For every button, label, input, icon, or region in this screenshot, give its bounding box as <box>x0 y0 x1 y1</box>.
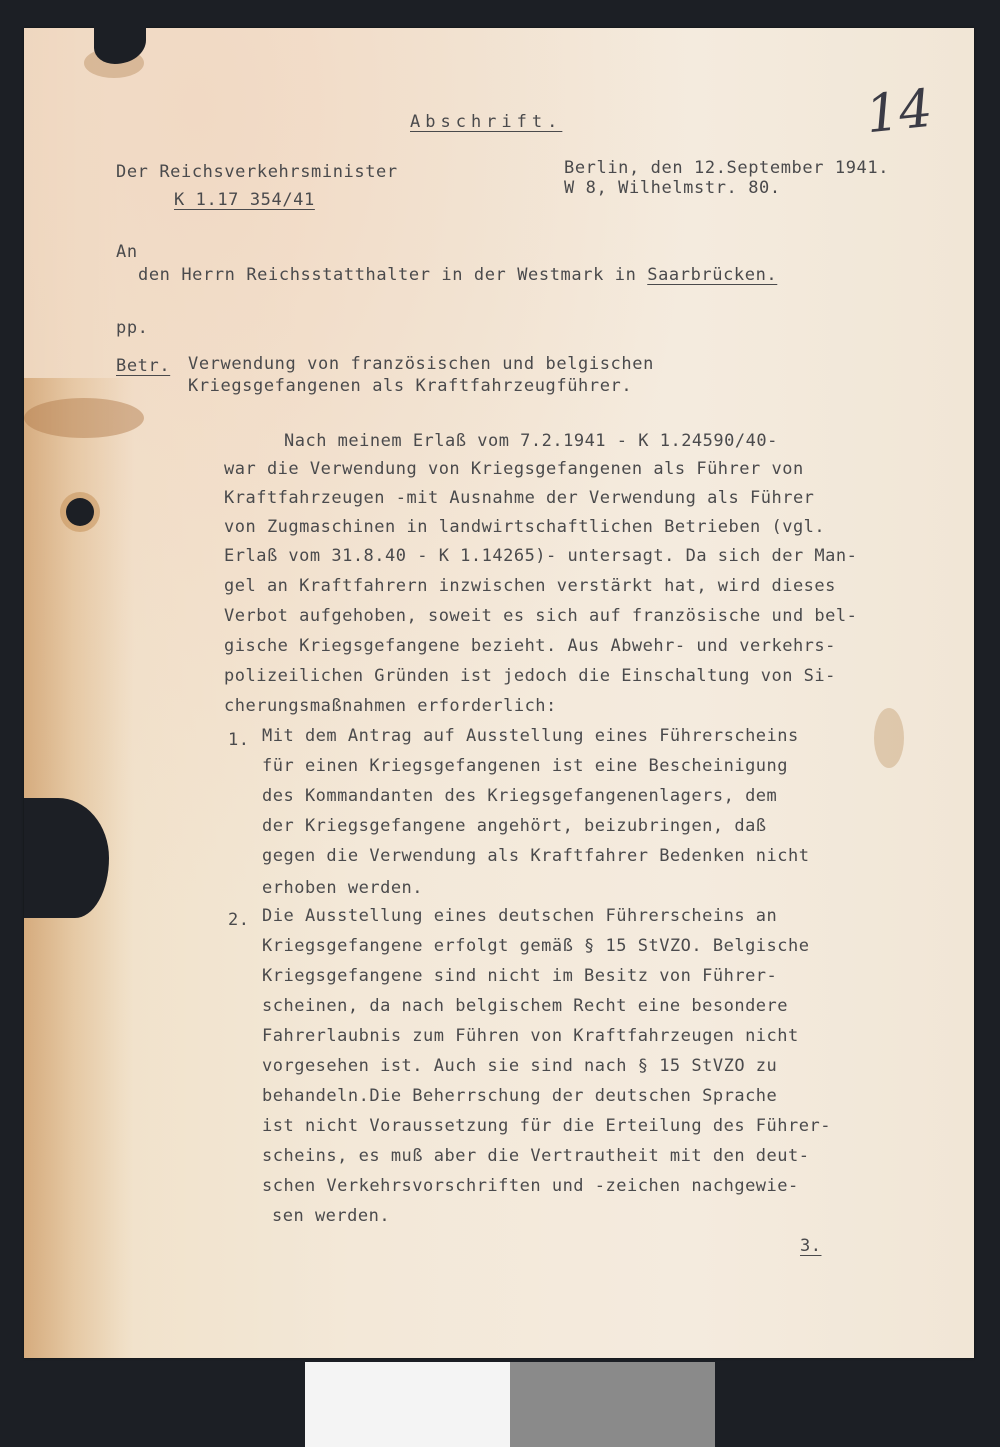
item-2-line: Fahrerlaubnis zum Führen von Kraftfahrzeugen nicht <box>262 1026 799 1046</box>
item-2-line: schen Verkehrsvorschriften und -zeichen nachgewie- <box>262 1176 799 1196</box>
color-bar-white <box>305 1362 510 1447</box>
document-title: Abschrift. <box>410 112 563 132</box>
sender-address: W 8, Wilhelmstr. 80. <box>564 178 781 198</box>
item-2-line: sen werden. <box>272 1206 391 1226</box>
punch-hole <box>66 498 94 526</box>
item-2-line: Kriegsgefangene sind nicht im Besitz von Führer- <box>262 966 778 986</box>
item-1-line: der Kriegsgefangene angehört, beizubringen, daß <box>262 816 767 836</box>
pp-abbreviation: pp. <box>116 318 149 338</box>
place-date: Berlin, den 12.September 1941. <box>564 158 890 178</box>
item-2-line: Kriegsgefangene erfolgt gemäß § 15 StVZO. Belgische <box>262 936 810 956</box>
item-2-line: ist nicht Voraussetzung für die Erteilung des Führer- <box>262 1116 831 1136</box>
body-line: Erlaß vom 31.8.40 - K 1.14265)- untersagt. Da sich der Man- <box>224 546 858 566</box>
recipient-city: Saarbrücken. <box>647 265 778 285</box>
body-line: cherungsmaßnahmen erforderlich: <box>224 696 557 716</box>
stain-mid <box>24 398 144 438</box>
body-line: Verbot aufgehoben, soweit es sich auf französische und bel- <box>224 606 858 626</box>
stain-right <box>874 708 904 768</box>
item-1-line: gegen die Verwendung als Kraftfahrer Bedenken nicht <box>262 846 810 866</box>
item-2-line: scheinen, da nach belgischem Recht eine besondere <box>262 996 789 1016</box>
reference-number: K 1.17 354/41 <box>174 190 315 210</box>
item-2-line: behandeln.Die Beherrschung der deutschen Sprache <box>262 1086 778 1106</box>
folio-number: 14 <box>863 78 936 146</box>
recipient-prefix: An <box>116 242 138 262</box>
list-number-2: 2. <box>228 910 250 930</box>
subject-line-2: Kriegsgefangenen als Kraftfahrzeugführer. <box>188 376 633 396</box>
body-line: Nach meinem Erlaß vom 7.2.1941 - K 1.24590/40- <box>284 431 778 451</box>
body-line: Kraftfahrzeugen -mit Ausnahme der Verwendung als Führer <box>224 488 815 508</box>
item-1-line: Mit dem Antrag auf Ausstellung eines Führerscheins <box>262 726 799 746</box>
recipient-name: den Herrn Reichsstatthalter in der Westmark in <box>138 265 637 285</box>
subject-label: Betr. <box>116 356 171 376</box>
recipient-line <box>138 267 777 284</box>
item-2-line: Die Ausstellung eines deutschen Führerscheins an <box>262 906 778 926</box>
list-number-1: 1. <box>228 730 250 750</box>
item-2-line: vorgesehen ist. Auch sie sind nach § 15 StVZO zu <box>262 1056 778 1076</box>
body-line: polizeilichen Gründen ist jedoch die Einschaltung von Si- <box>224 666 836 686</box>
body-line: gische Kriegsgefangene bezieht. Aus Abwehr- und verkehrs- <box>224 636 836 656</box>
item-1-line: des Kommandanten des Kriegsgefangenenlagers, dem <box>262 786 778 806</box>
body-line: gel an Kraftfahrern inzwischen verstärkt hat, wird dieses <box>224 576 836 596</box>
paper-sheet <box>24 28 974 1358</box>
body-line: war die Verwendung von Kriegsgefangenen als Führer von <box>224 459 804 479</box>
sender: Der Reichsverkehrsminister <box>116 162 398 182</box>
item-2-line: scheins, es muß aber die Vertrautheit mit den deut- <box>262 1146 810 1166</box>
color-bar-gray <box>510 1362 715 1447</box>
subject-line-1: Verwendung von französischen und belgischen <box>188 354 654 374</box>
item-1-line: für einen Kriegsgefangenen ist eine Bescheinigung <box>262 756 789 776</box>
body-line: von Zugmaschinen in landwirtschaftlichen Betrieben (vgl. <box>224 517 826 537</box>
page-continuation: 3. <box>800 1236 822 1256</box>
item-1-line: erhoben werden. <box>262 878 424 898</box>
